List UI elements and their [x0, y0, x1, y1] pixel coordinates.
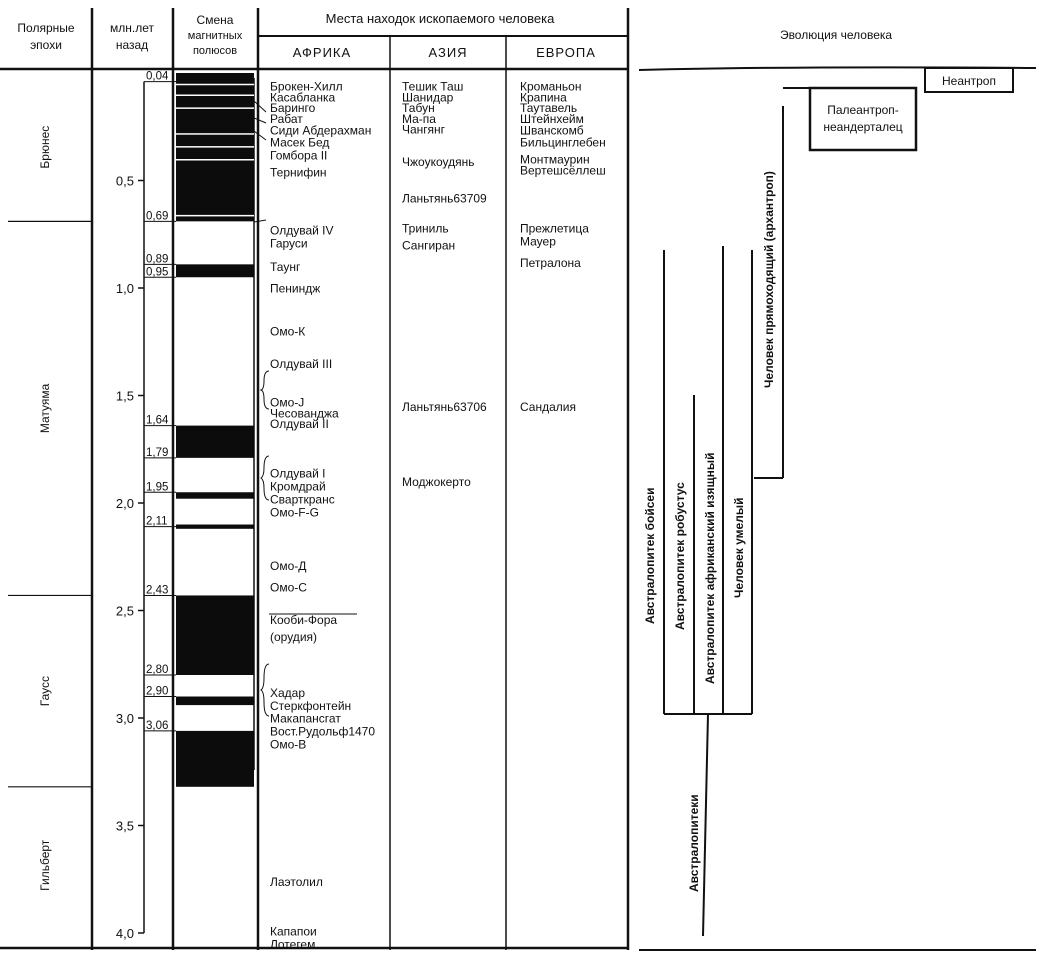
polarity-stripe: [176, 95, 254, 97]
europe-site: Кроманьон: [520, 79, 582, 94]
boundary-label: 1,95: [146, 481, 169, 494]
asia-site: Табун: [402, 101, 435, 116]
boundary-label: 2,80: [146, 664, 169, 676]
age-tick-label: 3,5: [115, 818, 134, 834]
neanthrop-box: [925, 68, 1013, 92]
lineage-label-australopithecines-wrap: [687, 794, 701, 892]
africa-site: Макапансгат: [270, 711, 341, 726]
africa-site: (орудия): [270, 630, 318, 644]
normal-polarity-band: [176, 595, 254, 675]
normal-polarity-band: [176, 731, 254, 787]
africa-site: Сварткранс: [270, 492, 335, 507]
polarity-stripe: [176, 133, 254, 135]
boundary-label: 0,04: [146, 70, 169, 83]
header-evolution: Эволюция человека: [779, 28, 893, 42]
normal-polarity-band: [176, 426, 254, 458]
africa-site: Омо-Д: [270, 559, 307, 574]
paleoanthrop-line1: Палеантроп-: [827, 103, 899, 117]
africa-site: Хадар: [270, 685, 306, 700]
africa-site: Тернифин: [270, 165, 327, 180]
lineage-label-africanus-wrap: [703, 452, 717, 684]
asia-site: Ма-па: [402, 111, 436, 126]
epoch-label-group: [38, 383, 52, 433]
africa-site: Сиди Абдерахман: [270, 123, 372, 138]
age-tick-label: 1,5: [115, 388, 134, 404]
header-africa: АФРИКА: [292, 45, 352, 60]
lineage-label-habilis-wrap: [732, 498, 746, 598]
normal-polarity-band: [176, 525, 254, 529]
epoch-name: Брюнес: [38, 125, 52, 169]
age-tick-label: 0,5: [115, 173, 134, 189]
asia-site: Сангиран: [402, 238, 456, 253]
age-tick-label: 3,0: [115, 711, 134, 726]
epoch-name: Матуяма: [38, 383, 52, 434]
africa-site: Вост.Рудольф1470: [270, 724, 376, 739]
epochs-layer: [8, 126, 92, 891]
africa-site: Капапои: [270, 924, 317, 939]
africa-site: Брокен-Хилл: [270, 79, 343, 94]
age-axis: [116, 82, 144, 941]
boundary-label: 2,43: [146, 584, 169, 597]
europe-site: Крапина: [520, 90, 567, 105]
africa-site: Чесованджа: [270, 406, 339, 421]
africa-site: Таунг: [270, 260, 301, 275]
header-age-line2: назад: [115, 38, 149, 52]
asia-site: Ланьтянь63709: [402, 191, 487, 206]
asia-site: Триниль: [402, 221, 449, 236]
europe-site: Бильцинглебен: [520, 135, 606, 150]
epoch-name: Гильберт: [38, 839, 52, 891]
paleoanthrop-box: [810, 88, 916, 150]
age-tick-label: 2,0: [115, 496, 134, 511]
lineage-label-robustus: Австралопитек робустус: [673, 482, 687, 630]
africa-site: Гаруси: [270, 236, 308, 251]
polarity-stripe: [176, 159, 254, 161]
header-europe: ЕВРОПА: [536, 45, 596, 60]
boundary-label: 0,69: [146, 210, 169, 223]
africa-site: Омо-К: [270, 324, 306, 339]
africa-site: Омо-F-G: [270, 505, 319, 520]
asia-sites: [402, 80, 487, 490]
polarity-column: [176, 73, 254, 787]
africa-site: Омо-J: [270, 395, 305, 410]
europe-site: Прежлетица: [520, 221, 589, 236]
header-asia: АЗИЯ: [428, 45, 468, 60]
header-polarity-line1: Смена: [196, 13, 234, 27]
europe-site: Вертешсёллеш: [520, 163, 606, 178]
africa-site: Баринго: [270, 101, 316, 116]
neanthrop-label: Неантроп: [942, 74, 996, 88]
polarity-stripe: [176, 84, 254, 86]
africa-site: Гомбора II: [270, 148, 328, 163]
asia-site: Тешик Таш: [402, 79, 464, 94]
normal-polarity-band: [176, 492, 254, 498]
epoch-label-group: [38, 676, 52, 706]
lineage-label-erectus-wrap: [762, 171, 776, 388]
africa-sites: [270, 80, 375, 952]
polarity-stripe: [176, 107, 254, 109]
europe-site: Монтмаурин: [520, 152, 590, 167]
africa-site: Олдувай I: [270, 466, 326, 481]
africa-site: Касабланка: [270, 90, 336, 105]
asia-site: Ланьтянь63706: [402, 399, 487, 414]
asia-site: Чангянг: [402, 122, 446, 137]
header-epochs-line1: Полярные: [17, 21, 75, 35]
normal-polarity-band: [176, 697, 254, 706]
africa-site: Масек Бед: [270, 135, 330, 150]
europe-sites: [520, 80, 606, 414]
africa-site: Омо-С: [270, 580, 307, 595]
boundary-label: 3,06: [146, 719, 169, 732]
lineage-label-habilis: Человек умелый: [732, 497, 746, 598]
lineage-label-australopithecines: Австралопитеки: [687, 794, 701, 892]
africa-site: Кромдрай: [270, 479, 326, 494]
lineage-label-boisei-wrap: [643, 488, 657, 624]
boundary-label: 2,90: [146, 685, 169, 698]
africa-site: Олдувай II: [270, 417, 329, 432]
lineage-label-robustus-wrap: [673, 482, 687, 630]
asia-site: Шанидар: [402, 90, 454, 105]
africa-site: Рабат: [270, 111, 303, 126]
header-epochs-line2: эпохи: [30, 38, 62, 52]
africa-site: Кооби-Фора: [270, 612, 338, 627]
africa-site: Олдувай IV: [270, 223, 334, 238]
boundary-label: 2,11: [146, 515, 168, 528]
boundary-labels: [144, 71, 176, 732]
asia-site: Моджокерто: [402, 475, 471, 490]
europe-site: Шванскомб: [520, 123, 584, 138]
epoch-name: Гаусс: [38, 676, 52, 707]
europe-site: Мауер: [520, 234, 556, 249]
europe-site: Петралона: [520, 255, 581, 270]
epoch-label-group: [38, 126, 52, 169]
age-tick-label: 2,5: [115, 603, 134, 619]
epoch-label-group: [38, 839, 52, 891]
polarity-stripe: [176, 215, 254, 217]
header-polarity-line2: магнитных: [187, 30, 243, 42]
lineage-label-erectus: Человек прямоходящий (архантроп): [762, 171, 776, 388]
polarity-stripe: [176, 146, 254, 148]
age-tick-label: 1,0: [115, 281, 134, 296]
age-tick-label: 4,0: [115, 926, 134, 941]
africa-site: Омо-В: [270, 737, 307, 752]
europe-site: Штейнхейм: [520, 111, 584, 126]
header-finds: Места находок ископаемого человека: [325, 11, 555, 26]
asia-site: Чжоукоудянь: [402, 154, 475, 169]
boundary-label: 0,95: [146, 266, 169, 279]
africa-site: Лотегем: [270, 937, 316, 952]
africa-site: Лаэтолил: [270, 875, 323, 890]
paleoanthrop-line2: неандерталец: [823, 120, 903, 134]
africa-site: Пениндж: [270, 281, 321, 296]
boundary-label: 1,64: [146, 414, 169, 427]
africa-site: Стеркфонтейн: [270, 698, 352, 713]
normal-polarity-band: [176, 264, 254, 277]
header-age-line1: млн.лет: [110, 21, 154, 35]
africa-site: Олдувай III: [270, 356, 333, 371]
europe-site: Сандалия: [520, 399, 576, 414]
lineage-label-africanus: Австралопитек африканский изящный: [703, 452, 717, 684]
boundary-label: 1,79: [146, 446, 169, 459]
header-polarity-line3: полюсов: [192, 45, 238, 57]
lineage-label-boisei: Австралопитек бойсеи: [643, 487, 657, 624]
europe-site: Таутавель: [520, 101, 578, 116]
boundary-label: 0,89: [146, 253, 169, 266]
